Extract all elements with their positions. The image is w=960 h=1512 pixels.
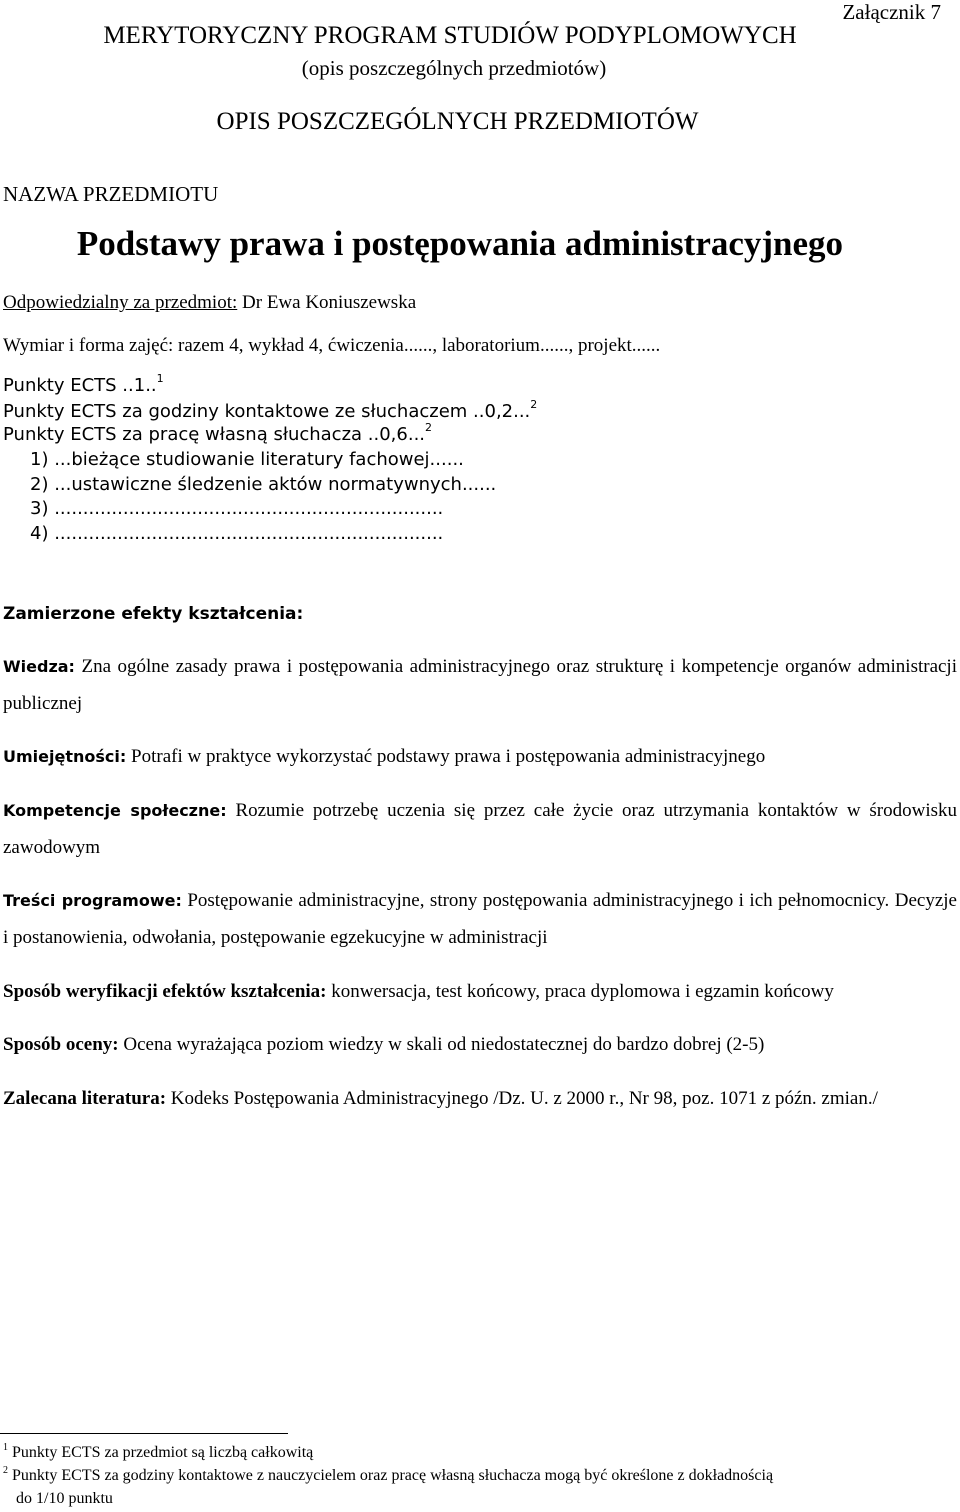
footnote-text: Punkty ECTS za godziny kontaktowe z nauczycielem oraz pracę własną słuchacza mogą być określone z dokładnością <box>8 1467 774 1484</box>
verification-paragraph <box>3 973 957 1010</box>
skills-label: Umiejętności: <box>3 747 127 766</box>
knowledge-paragraph <box>3 648 957 722</box>
ects-self-text: Punkty ECTS za pracę własną słuchacza ..0,6... <box>3 424 426 445</box>
footnote-number: 1 <box>3 1442 8 1453</box>
literature-label: Zalecana literatura: <box>3 1088 167 1109</box>
ects-total-text: Punkty ECTS ..1.. <box>3 375 157 396</box>
program-subtitle <box>0 56 960 81</box>
section-title <box>0 108 960 136</box>
ects-self <box>3 421 433 445</box>
program-title <box>0 22 960 50</box>
annex-label: Załącznik 7 <box>842 0 941 24</box>
footnote-2-continuation: do 1/10 punktu <box>16 1490 113 1507</box>
verification-text: konwersacja, test końcowy, praca dyplomowa i egzamin końcowy <box>326 981 834 1002</box>
program-title-text: MERYTORYCZNY PROGRAM STUDIÓW PODYPLOMOWYCH <box>103 22 797 49</box>
footnote-ref: 2 <box>530 398 538 411</box>
ects-contact-text: Punkty ECTS za godziny kontaktowe ze słuchaczem ..0,2... <box>3 401 531 422</box>
skills-text: Potrafi w praktyce wykorzystać podstawy prawa i postępowania administracyjnego <box>126 746 766 767</box>
grading-text: Ocena wyrażająca poziom wiedzy w skali od niedostatecznej do bardzo dobrej (2-5) <box>118 1034 765 1055</box>
ects-contact <box>3 398 538 422</box>
competences-label: Kompetencje społeczne: <box>3 801 227 820</box>
footnote-text: Punkty ECTS za przedmiot są liczbą całkowitą <box>8 1444 314 1461</box>
footnote-ref: 2 <box>425 421 433 434</box>
footnote-2 <box>3 1467 773 1485</box>
responsible-line <box>3 292 416 314</box>
knowledge-label: Wiedza: <box>3 657 75 676</box>
content-paragraph <box>3 882 957 956</box>
responsible-value: Dr Ewa Koniuszewska <box>237 292 417 313</box>
section-title-text: OPIS POSZCZEGÓLNYCH PRZEDMIOTÓW <box>216 108 699 135</box>
literature-text: Kodeks Postępowania Administracyjnego /Dz. U. z 2000 r., Nr 98, poz. 1071 z późn. zmian./ <box>166 1088 878 1109</box>
competences-paragraph <box>3 792 957 866</box>
subject-name-text: Podstawy prawa i postępowania administracyjnego <box>76 224 844 263</box>
effects-heading: Zamierzone efekty kształcenia: <box>3 604 304 624</box>
ects-total <box>3 372 164 396</box>
content-text: Postępowanie administracyjne, strony postępowania administracyjnego i ich pełnomocnicy. Decyzje i postanowienia, odwołania, postępowanie egzekucyjne w administracji <box>3 890 957 948</box>
list-item: 3) .................................................................... <box>30 498 444 519</box>
footnote-divider <box>0 1433 288 1434</box>
scope-line: Wymiar i forma zajęć: razem 4, wykład 4, ćwiczenia......, laboratorium......, projekt...... <box>3 335 661 356</box>
knowledge-text: Zna ogólne zasady prawa i postępowania administracyjnego oraz strukturę i kompetencje organów administracji publicznej <box>3 656 957 714</box>
subject-name <box>0 224 960 264</box>
list-item: 1) ...bieżące studiowanie literatury fachowej...... <box>30 449 464 470</box>
skills-paragraph <box>3 738 957 775</box>
footnote-1 <box>3 1444 313 1462</box>
content-label: Treści programowe: <box>3 891 182 910</box>
footnote-ref: 1 <box>156 372 164 385</box>
list-item: 2) ...ustawiczne śledzenie aktów normatywnych...... <box>30 474 497 495</box>
grading-paragraph <box>3 1026 957 1063</box>
grading-label: Sposób oceny: <box>3 1034 119 1055</box>
responsible-label: Odpowiedzialny za przedmiot: <box>3 292 238 313</box>
subject-label: NAZWA PRZEDMIOTU <box>3 182 219 206</box>
list-item: 4) .................................................................... <box>30 523 444 544</box>
competences-text: Rozumie potrzebę uczenia się przez całe życie oraz utrzymania kontaktów w środowisku zawodowym <box>3 800 958 858</box>
program-subtitle-text: (opis poszczególnych przedmiotów) <box>301 56 607 80</box>
literature-paragraph <box>3 1080 957 1117</box>
footnote-number: 2 <box>3 1465 8 1476</box>
verification-label: Sposób weryfikacji efektów kształcenia: <box>3 981 327 1002</box>
